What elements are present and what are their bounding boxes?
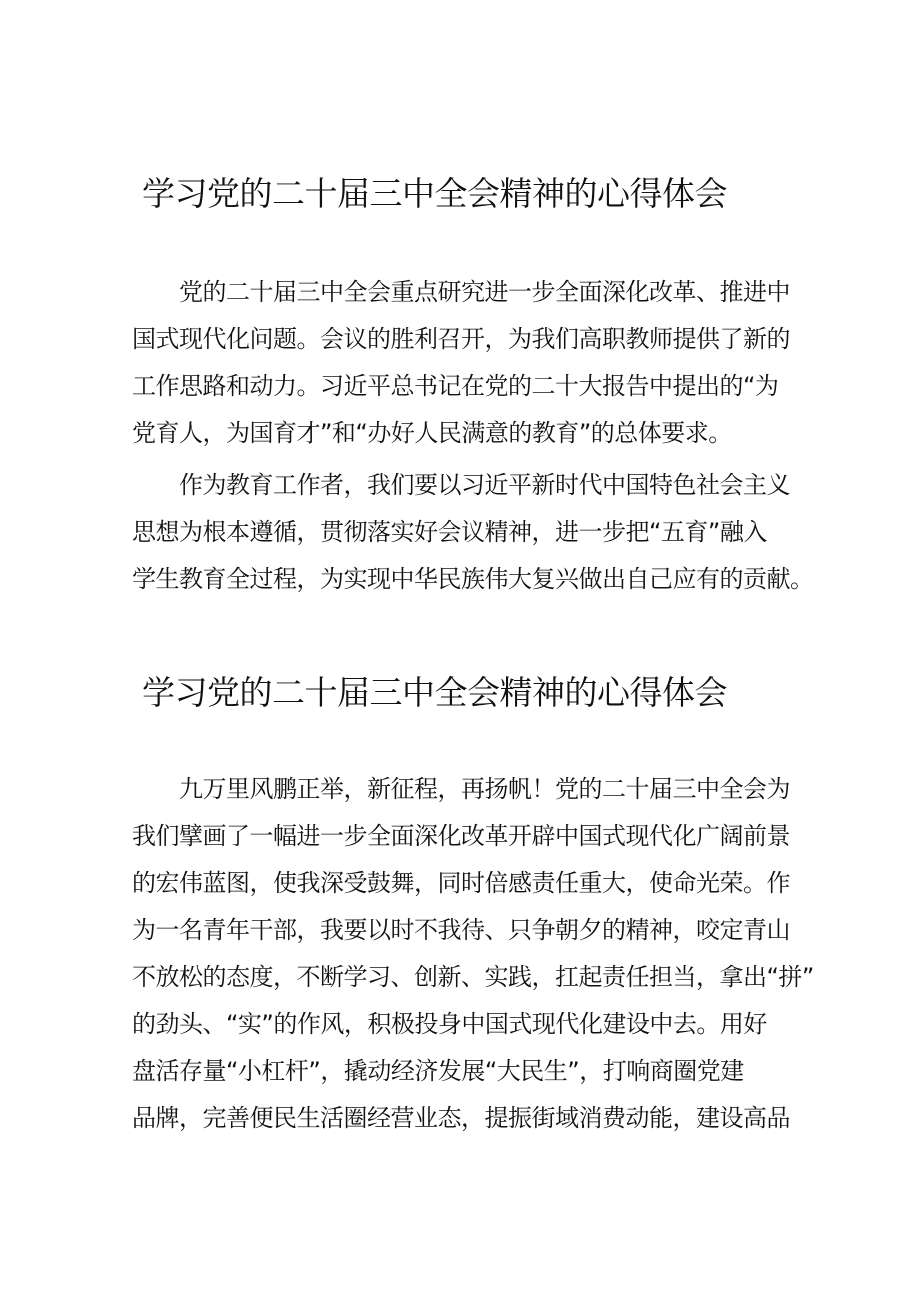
article-title: 学习党的二十届三中全会精神的心得体会 bbox=[142, 673, 727, 712]
paragraph-line: 党的二十届三中全会重点研究进一步全面深化改革、推进中 bbox=[132, 278, 790, 306]
paragraph-line: 品牌，完善便民生活圈经营业态，提振街域消费动能，建设高品 bbox=[132, 1104, 790, 1132]
paragraph-line: 思想为根本遵循，贯彻落实好会议精神，进一步把“五育”融入 bbox=[132, 518, 767, 546]
paragraph-line: 作为教育工作者，我们要以习近平新时代中国特色社会主义 bbox=[132, 471, 790, 499]
paragraph-line: 国式现代化问题。会议的胜利召开，为我们高职教师提供了新的 bbox=[132, 325, 790, 353]
paragraph-line: 学生教育全过程，为实现中华民族伟大复兴做出自己应有的贡献。 bbox=[132, 565, 814, 593]
paragraph-line: 为一名青年干部，我要以时不我待、只争朝夕的精神，咬定青山 bbox=[132, 916, 790, 944]
paragraph-line: 盘活存量“小杠杆”，撬动经济发展“大民生”，打响商圈党建 bbox=[132, 1057, 744, 1085]
paragraph-line: 不放松的态度，不断学习、创新、实践，扛起责任担当，拿出“拼” bbox=[132, 963, 814, 991]
article-title: 学习党的二十届三中全会精神的心得体会 bbox=[142, 174, 727, 213]
paragraph-line: 的宏伟蓝图，使我深受鼓舞，同时倍感责任重大，使命光荣。作 bbox=[132, 869, 790, 897]
paragraph-line: 的劲头、“实”的作风，积极投身中国式现代化建设中去。用好 bbox=[132, 1010, 767, 1038]
paragraph-line: 党育人，为国育才”和“办好人民满意的教育”的总体要求。 bbox=[132, 419, 732, 447]
paragraph-line: 我们擘画了一幅进一步全面深化改革开辟中国式现代化广阔前景 bbox=[132, 822, 790, 850]
paragraph-line: 九万里风鹏正举，新征程，再扬帆！党的二十届三中全会为 bbox=[132, 775, 790, 803]
paragraph-line: 工作思路和动力。习近平总书记在党的二十大报告中提出的“为 bbox=[132, 372, 779, 400]
